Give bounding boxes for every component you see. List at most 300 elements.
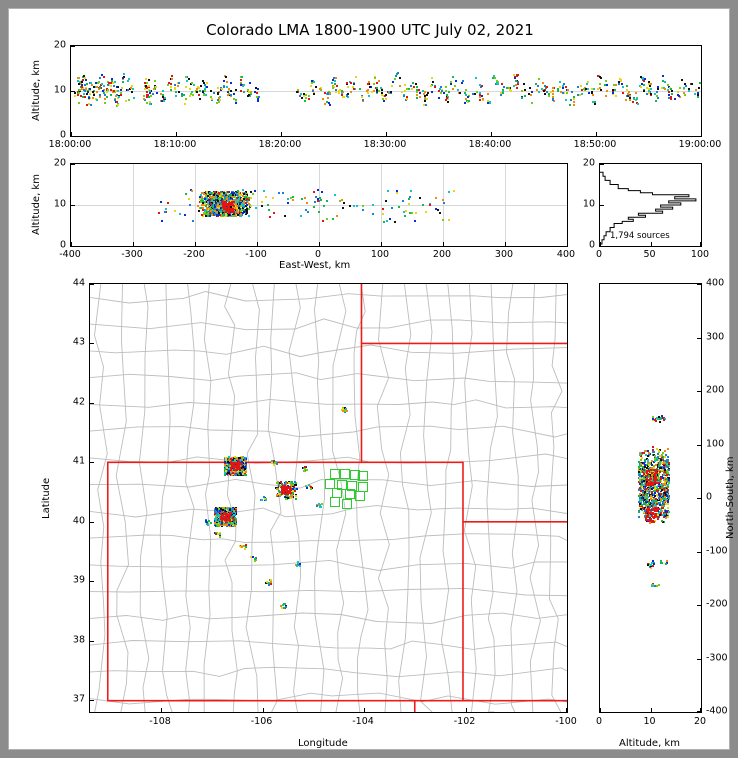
lma-source-point	[106, 96, 108, 98]
x-tick-label[interactable]: 18:00:00	[48, 139, 92, 150]
x-tick-label[interactable]: 18:30:00	[363, 139, 407, 150]
x-tick-label[interactable]: 200	[432, 249, 452, 260]
lma-source-point	[622, 92, 624, 94]
y-tick-label[interactable]: 20	[53, 157, 66, 169]
x-tick-label[interactable]: 0	[595, 249, 603, 260]
x-tick-label[interactable]: 100	[690, 249, 710, 260]
lma-source-point	[237, 214, 239, 216]
lma-source-point	[642, 507, 644, 509]
x-tick-label[interactable]: -100	[555, 716, 577, 727]
lma-source-point	[230, 458, 232, 460]
lma-source-point	[557, 90, 559, 92]
tickmark[interactable]	[71, 46, 75, 47]
lma-source-point	[229, 210, 231, 212]
lma-source-point	[411, 212, 413, 214]
lma-source-point	[437, 209, 439, 211]
lma-source-point	[204, 90, 206, 92]
lma-source-point	[243, 84, 245, 86]
lma-source-point	[287, 202, 289, 204]
lma-source-point	[650, 495, 652, 497]
x-tick-label[interactable]: -108	[149, 716, 171, 727]
lma-source-point	[674, 98, 676, 100]
lma-source-point	[404, 90, 406, 92]
lma-source-point	[633, 98, 635, 100]
lma-source-point	[319, 88, 321, 90]
lma-source-point	[509, 89, 511, 91]
lma-source-point	[300, 215, 302, 217]
lma-source-point	[667, 516, 669, 518]
lma-source-point	[628, 91, 630, 93]
lma-source-point	[235, 99, 237, 101]
lma-source-point	[650, 478, 652, 480]
lma-source-point	[335, 91, 337, 93]
tickmark[interactable]	[600, 708, 601, 712]
x-tick-label[interactable]: 0	[595, 716, 603, 727]
lma-source-point	[656, 503, 658, 505]
tickmark[interactable]	[651, 708, 652, 712]
lma-source-point	[391, 207, 393, 209]
lma-source-point	[347, 86, 349, 88]
lma-source-point	[225, 215, 227, 217]
gridline[interactable]	[195, 164, 196, 246]
lma-source-point	[322, 220, 324, 222]
lma-source-point	[647, 510, 649, 512]
x-tick-label[interactable]: 18:10:00	[153, 139, 197, 150]
x-tick-label[interactable]: -102	[453, 716, 476, 727]
lma-source-point	[500, 94, 502, 96]
lma-source-point	[226, 81, 228, 83]
lma-source-point	[222, 206, 224, 208]
tickmark[interactable]	[491, 132, 492, 136]
lma-source-point	[654, 516, 656, 518]
lma-source-point	[303, 95, 305, 97]
y-tick-label[interactable]: 10	[582, 198, 595, 210]
lma-source-point	[148, 85, 150, 87]
lma-source-point	[523, 83, 525, 85]
y-tick-label[interactable]: 0	[59, 239, 66, 251]
lma-source-point	[573, 98, 575, 100]
lma-source-point	[128, 99, 130, 101]
lma-source-point	[640, 459, 642, 461]
lma-source-point	[435, 208, 437, 210]
lma-source-point	[362, 205, 364, 207]
lma-source-point	[90, 104, 92, 106]
lma-source-point	[430, 85, 432, 87]
lma-source-point	[80, 95, 82, 97]
lma-source-point	[570, 99, 572, 101]
y-tick-label[interactable]: 20	[582, 157, 595, 169]
lma-source-point	[394, 78, 396, 80]
x-tick-label[interactable]: -106	[250, 716, 273, 727]
y-tick-label[interactable]: 300	[706, 331, 725, 342]
x-tick-label[interactable]: 50	[643, 249, 656, 260]
lma-source-point	[577, 86, 579, 88]
lma-source-point	[292, 492, 294, 494]
lma-source-point	[668, 91, 670, 93]
lma-source-point	[244, 548, 246, 550]
lma-source-point	[306, 487, 308, 489]
y-tick-label[interactable]: 44	[72, 277, 85, 289]
lma-source-point	[255, 207, 257, 209]
lma-source-point	[295, 498, 297, 500]
lma-source-point	[178, 91, 180, 93]
lma-source-point	[292, 484, 294, 486]
lma-source-point	[559, 86, 561, 88]
lma-source-point	[143, 98, 145, 100]
lma-source-point	[647, 484, 649, 486]
x-tick-label[interactable]: -104	[352, 716, 374, 727]
y-tick-label[interactable]: -400	[706, 705, 728, 717]
lma-source-point	[416, 97, 418, 99]
lma-source-point	[202, 91, 204, 93]
lma-source-point	[213, 208, 215, 210]
tickmark[interactable]	[697, 391, 701, 392]
lma-source-point	[334, 80, 336, 82]
tickmark[interactable]	[596, 132, 597, 136]
lma-source-point	[661, 486, 663, 488]
lma-source-point	[127, 80, 129, 82]
y-tick-label[interactable]: 10	[53, 198, 66, 210]
y-tick-label[interactable]: 38	[72, 634, 85, 646]
lma-source-point	[405, 210, 407, 212]
tickmark[interactable]	[71, 164, 75, 165]
x-tick-label[interactable]: -200	[183, 249, 205, 260]
lma-source-point	[521, 90, 523, 92]
y-tick-label[interactable]: 100	[706, 438, 725, 449]
y-tick-label[interactable]: 0	[706, 491, 713, 503]
tickmark[interactable]	[697, 659, 701, 660]
lma-source-point	[492, 77, 494, 79]
tickmark[interactable]	[257, 242, 258, 246]
x-tick-label[interactable]: 100	[370, 249, 390, 260]
lma-source-point	[208, 199, 210, 201]
lma-source-point	[96, 99, 98, 101]
lma-source-point	[665, 498, 667, 500]
lma-source-point	[232, 194, 234, 196]
lma-source-point	[285, 481, 287, 483]
y-tick-label[interactable]: 39	[72, 574, 85, 586]
lma-source-point	[120, 92, 122, 94]
lma-source-point	[196, 91, 198, 93]
tickmark[interactable]	[697, 284, 701, 285]
lma-source-point	[118, 96, 120, 98]
lma-source-point	[252, 556, 254, 558]
lma-source-point	[392, 81, 394, 83]
tickmark[interactable]	[281, 132, 282, 136]
lma-source-point	[132, 88, 134, 90]
tickmark[interactable]	[133, 242, 134, 246]
x-tick-label[interactable]: -100	[245, 249, 267, 260]
altitude-northsouth-panel	[599, 283, 702, 713]
lma-source-point	[664, 469, 666, 471]
y-tick-label[interactable]: 20	[53, 39, 66, 51]
lma-source-point	[378, 90, 380, 92]
altitude-histogram-panel	[599, 163, 702, 247]
lma-source-point	[645, 512, 647, 514]
y-tick-label[interactable]: 42	[72, 396, 85, 408]
lma-source-point	[652, 418, 654, 420]
lma-source-point	[215, 204, 217, 206]
lma-source-point	[410, 190, 412, 192]
lma-source-point	[149, 92, 151, 94]
lma-source-point	[161, 100, 163, 102]
lma-source-point	[496, 80, 498, 82]
lma-source-point	[376, 89, 378, 91]
tickmark[interactable]	[443, 242, 444, 246]
lma-source-point	[301, 97, 303, 99]
lma-source-point	[217, 533, 219, 535]
lma-source-point	[230, 467, 232, 469]
lma-source-point	[681, 79, 683, 81]
y-tick-label[interactable]: 0	[59, 129, 66, 141]
lma-source-point	[667, 89, 669, 91]
lma-source-point	[648, 81, 650, 83]
gridline[interactable]	[133, 164, 134, 246]
lma-source-point	[359, 88, 361, 90]
gridline[interactable]	[505, 164, 506, 246]
lma-source-point	[336, 85, 338, 87]
lma-source-point	[651, 585, 653, 587]
lma-station-marker	[330, 469, 340, 479]
lma-source-point	[427, 92, 429, 94]
lma-source-point	[665, 503, 667, 505]
lma-source-point	[192, 94, 194, 96]
lma-source-point	[117, 104, 119, 106]
lma-source-point	[83, 75, 85, 77]
y-tick-label[interactable]: 43	[72, 336, 85, 348]
lma-source-point	[538, 78, 540, 80]
lma-source-point	[378, 80, 380, 82]
lma-source-point	[559, 81, 561, 83]
lma-source-point	[664, 456, 666, 458]
tickmark[interactable]	[697, 445, 701, 446]
x-tick-label[interactable]: 300	[494, 249, 514, 260]
lma-source-point	[170, 89, 172, 91]
lma-source-point	[164, 211, 166, 213]
lma-source-point	[500, 92, 502, 94]
lma-source-point	[439, 212, 441, 214]
y-tick-label[interactable]: 200	[706, 384, 725, 396]
tickmark[interactable]	[176, 132, 177, 136]
lma-source-point	[252, 193, 254, 195]
lma-source-point	[566, 92, 568, 94]
x-tick-label[interactable]: 0	[314, 249, 322, 260]
lma-source-point	[343, 202, 345, 204]
lma-source-point	[573, 101, 575, 103]
lma-source-point	[399, 85, 401, 87]
y-tick-label[interactable]: 37	[72, 693, 85, 705]
lma-source-point	[424, 97, 426, 99]
lma-source-point	[442, 199, 444, 201]
lma-source-point	[544, 93, 546, 95]
lma-source-point	[535, 83, 537, 85]
lma-source-point	[452, 88, 454, 90]
lma-source-point	[82, 79, 84, 81]
tickmark[interactable]	[697, 605, 701, 606]
lma-source-point	[185, 98, 187, 100]
lma-source-point	[74, 95, 76, 97]
lma-source-point	[308, 98, 310, 100]
lma-source-point	[667, 84, 669, 86]
lma-source-point	[229, 515, 231, 517]
lma-source-point	[410, 85, 412, 87]
tickmark[interactable]	[381, 242, 382, 246]
lma-source-point	[210, 522, 212, 524]
lma-source-point	[667, 513, 669, 515]
p1-ylabel: Altitude, km	[31, 60, 42, 121]
x-tick-label[interactable]: 400	[556, 249, 576, 260]
lma-source-point	[319, 504, 321, 506]
lma-source-point	[240, 210, 242, 212]
x-tick-label[interactable]: 19:00:00	[678, 139, 722, 150]
tickmark[interactable]	[386, 132, 387, 136]
x-tick-label[interactable]: 18:40:00	[468, 139, 512, 150]
lma-source-point	[242, 212, 244, 214]
lma-source-point	[227, 91, 229, 93]
lma-source-point	[154, 80, 156, 82]
lma-source-point	[665, 563, 667, 565]
x-tick-label[interactable]: -300	[121, 249, 143, 260]
gridline[interactable]	[319, 164, 320, 246]
lma-source-point	[278, 490, 280, 492]
lma-source-point	[216, 211, 218, 213]
lma-source-point	[531, 91, 533, 93]
lma-source-point	[230, 94, 232, 96]
lma-source-point	[121, 87, 123, 89]
lma-source-point	[226, 86, 228, 88]
lma-source-point	[632, 101, 634, 103]
lma-source-point	[229, 520, 231, 522]
y-tick-label[interactable]: 41	[72, 455, 85, 467]
lma-source-point	[287, 198, 289, 200]
lma-source-point	[227, 461, 229, 463]
tickmark[interactable]	[697, 552, 701, 553]
p2-ylabel: Altitude, km	[31, 174, 42, 235]
lma-source-point	[191, 91, 193, 93]
lma-source-point	[391, 85, 393, 87]
lma-source-point	[224, 468, 226, 470]
y-tick-label[interactable]: 10	[53, 84, 66, 96]
lma-source-point	[311, 80, 313, 82]
tickmark[interactable]	[697, 711, 701, 712]
lma-source-point	[651, 515, 653, 517]
gridline[interactable]	[443, 164, 444, 246]
lma-source-point	[650, 469, 652, 471]
tickmark[interactable]	[319, 242, 320, 246]
lma-source-point	[502, 92, 504, 94]
x-tick-label[interactable]: 10	[643, 716, 656, 727]
lma-source-point	[650, 519, 652, 521]
lma-source-point	[657, 97, 659, 99]
lma-source-point	[242, 189, 244, 191]
lma-source-point	[612, 89, 614, 91]
lma-source-point	[290, 197, 292, 199]
lma-source-point	[455, 80, 457, 82]
lma-source-point	[350, 82, 352, 84]
lma-source-point	[355, 76, 357, 78]
lma-source-point	[350, 91, 352, 93]
lma-source-point	[658, 502, 660, 504]
lma-source-point	[414, 220, 416, 222]
lma-source-point	[643, 84, 645, 86]
lma-source-point	[212, 196, 214, 198]
lma-source-point	[224, 517, 226, 519]
lma-source-point	[161, 220, 163, 222]
lma-source-point	[641, 479, 643, 481]
lma-source-point	[236, 207, 238, 209]
lma-source-point	[226, 203, 228, 205]
tickmark[interactable]	[697, 498, 701, 499]
lma-source-point	[656, 486, 658, 488]
lma-source-point	[233, 93, 235, 95]
x-tick-label[interactable]: 18:20:00	[258, 139, 302, 150]
tickmark[interactable]	[195, 242, 196, 246]
y-tick-label[interactable]: -200	[706, 598, 728, 610]
y-tick-label[interactable]: 40	[72, 515, 85, 527]
lma-source-point	[659, 418, 661, 420]
lma-source-point	[225, 192, 227, 194]
y-tick-label[interactable]: 0	[588, 239, 595, 251]
lma-source-point	[586, 83, 588, 85]
lma-source-point	[218, 212, 220, 214]
x-tick-label[interactable]: -400	[59, 249, 81, 260]
tickmark[interactable]	[71, 205, 75, 206]
y-tick-label[interactable]: -100	[706, 545, 728, 556]
lma-source-point	[479, 92, 481, 94]
lma-source-point	[593, 88, 595, 90]
tickmark[interactable]	[697, 338, 701, 339]
lma-source-point	[301, 198, 303, 200]
lma-source-point	[652, 449, 654, 451]
p4-xlabel: Longitude	[298, 738, 348, 749]
lma-source-point	[216, 512, 218, 514]
lma-source-point	[652, 512, 654, 514]
lma-source-point	[573, 104, 575, 106]
lma-source-point	[571, 91, 573, 93]
gridline[interactable]	[257, 164, 258, 246]
lma-source-point	[78, 102, 80, 104]
y-tick-label[interactable]: -300	[706, 652, 728, 663]
lma-source-point	[102, 90, 104, 92]
lma-source-point	[524, 89, 526, 91]
lma-source-point	[450, 83, 452, 85]
lma-source-point	[191, 190, 193, 192]
x-tick-label[interactable]: 20	[693, 716, 707, 727]
y-tick-label[interactable]: 400	[706, 277, 725, 289]
lma-source-point	[641, 83, 643, 85]
lma-source-point	[81, 84, 83, 86]
lma-source-point	[322, 98, 324, 100]
figure-canvas	[8, 8, 736, 750]
tickmark[interactable]	[505, 242, 506, 246]
lma-source-point	[659, 471, 661, 473]
lma-source-point	[361, 96, 363, 98]
lma-source-point	[146, 82, 148, 84]
lma-source-point	[78, 92, 80, 94]
lma-source-point	[254, 558, 256, 560]
gridline[interactable]	[381, 164, 382, 246]
lma-source-point	[295, 484, 297, 486]
lma-source-point	[390, 91, 392, 93]
lma-source-point	[240, 90, 242, 92]
lma-source-point	[243, 91, 245, 93]
lma-source-point	[431, 77, 433, 79]
lma-source-point	[646, 467, 648, 469]
x-tick-label[interactable]: 18:50:00	[573, 139, 617, 150]
lma-source-point	[96, 91, 98, 93]
lma-source-point	[211, 98, 213, 100]
lma-source-point	[246, 212, 248, 214]
